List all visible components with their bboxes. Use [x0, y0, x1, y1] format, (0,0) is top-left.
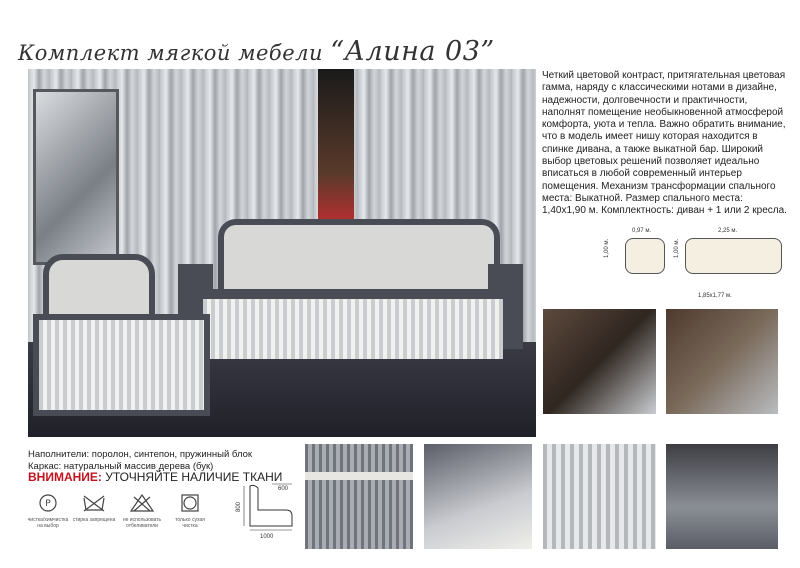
- armchair-body: [33, 314, 210, 416]
- materials-info: [28, 449, 252, 472]
- warning-text: УТОЧНЯЙТЕ НАЛИЧИЕ ТКАНИ: [105, 470, 283, 484]
- sofa-top-diagram: [685, 238, 782, 274]
- page-title: [18, 36, 495, 67]
- warning-label: ВНИМАНИЕ:: [28, 470, 102, 484]
- care-label-no-wash: стирка запрещена: [72, 517, 116, 523]
- dry-clean-icon: [177, 494, 203, 512]
- care-label-clean: чистка/химчистка на выбор: [27, 517, 69, 529]
- sofa-depth-label: 1,00 м.: [674, 238, 680, 258]
- fabric-stitch-detail-photo: [305, 444, 413, 549]
- fillers-text: Наполнители: поролон, синтепон, пружинный блок: [28, 449, 253, 460]
- care-item-dry-clean: [168, 494, 212, 529]
- title-prefix: Комплект мягкой мебели: [18, 41, 324, 65]
- mirror-pillar: [318, 69, 354, 219]
- sofa-width-label: 2,25 м.: [718, 228, 738, 234]
- plan-depth-label: 800: [236, 501, 242, 512]
- stitch-strip: [305, 472, 413, 480]
- armchair-photo: [33, 254, 203, 414]
- armchair-width-label: 0,97 м.: [632, 228, 652, 234]
- bar-detail-photo: [666, 309, 778, 414]
- plan-seat-label: 600: [278, 486, 289, 492]
- plan-width-label: 1000: [260, 534, 274, 540]
- care-label-dry-clean: только сухая чистка: [175, 517, 205, 529]
- glass-table-detail-photo: [666, 444, 778, 549]
- dimension-diagrams: [600, 228, 790, 303]
- no-bleach-icon: [129, 494, 155, 512]
- sofa-seat: [203, 289, 503, 359]
- wall-mirror: [33, 89, 119, 265]
- sofa-back: [218, 219, 500, 295]
- cushion-fringe-detail-photo: [543, 444, 656, 549]
- sofa-photo: [178, 219, 523, 359]
- circle-p-icon: [35, 494, 61, 512]
- niche-detail-photo: [543, 309, 656, 414]
- armchair-profile-drawing: [236, 482, 298, 532]
- frame-text: Каркас: натуральный массив дерева (бук): [28, 460, 214, 472]
- product-description: Четкий цветовой контраст, притягательная цветовая гамма, наряду с классическими нотами в дизайне, надежности, долговечности и практичности, наполнят помещение необыкновенной атмосферой комфорта, уюта и тепла. Важно обратить внимание, что в модель имеет нишу которая находится в спинке дивана, а также выкатной бар. Широкий выбор цветовых решений позволяет идеально вписаться в любой современный интерьер помещения. Механизм трансформации спального места: Выкатной. Размер спального места: 1,40х1,90 м. Комплектность: диван + 1 или 2 кресла.: [542, 70, 787, 217]
- pillow-fringe-detail-photo: [424, 444, 532, 549]
- side-profile-diagram: [236, 482, 298, 544]
- title-model-name: “Алина 03”: [330, 36, 495, 67]
- care-label-no-bleach: не использовать отбеливатели: [122, 517, 162, 529]
- armchair-depth-label: 1,00 м.: [604, 238, 610, 258]
- main-interior-photo: [28, 69, 536, 437]
- care-item-no-bleach: [120, 494, 164, 529]
- armchair-top-diagram: [625, 238, 665, 274]
- svg-text:P: P: [45, 499, 51, 509]
- care-item-no-wash: [72, 494, 116, 523]
- bed-size-label: 1,85х1,77 м.: [698, 293, 732, 299]
- no-wash-icon: [81, 494, 107, 512]
- care-item-clean: [26, 494, 70, 529]
